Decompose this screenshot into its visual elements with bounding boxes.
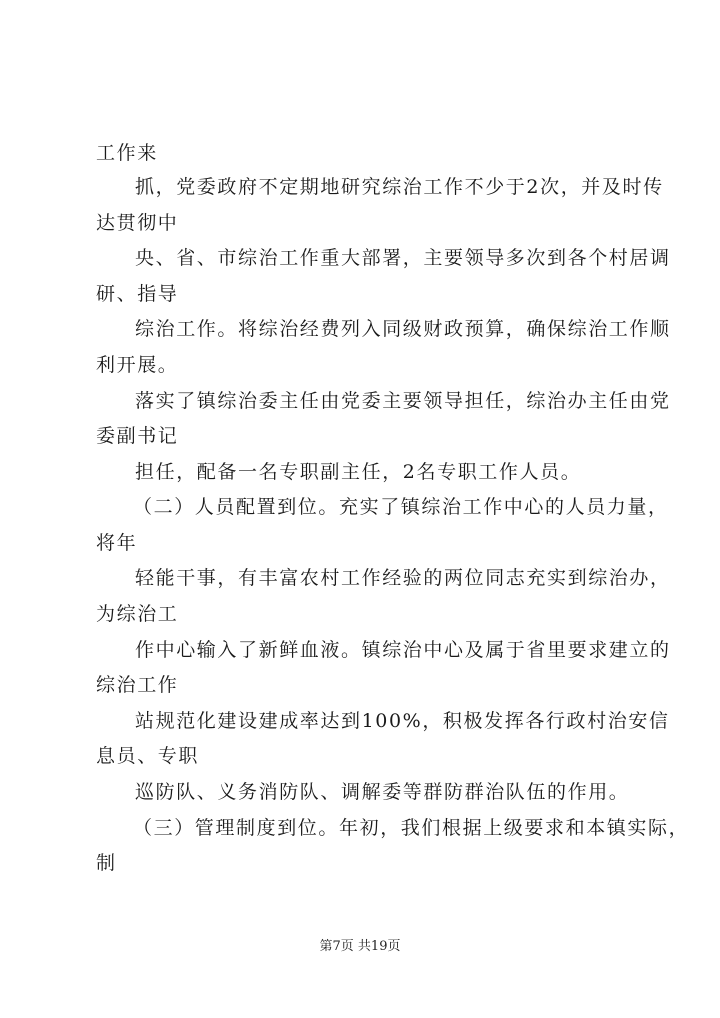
text-line: 抓，党委政府不定期地研究综治工作不少于2次，并及时传 (135, 176, 664, 198)
text-line: 委副书记 (96, 425, 179, 447)
text-line: 达贯彻中 (96, 212, 179, 234)
text-line: 落实了镇综治委主任由党委主要领导担任，综治办主任由党 (135, 390, 671, 412)
text-line: 综治工作。将综治经费列入同级财政预算，确保综治工作顺 (135, 318, 671, 340)
text-line: 利开展。 (96, 354, 179, 376)
page-number-footer: 第7页 共19页 (319, 939, 401, 954)
text-line: 息员、专职 (96, 745, 200, 767)
text-line: 制 (96, 852, 117, 874)
text-line: 站规范化建设建成率达到100%，积极发挥各行政村治安信 (135, 710, 670, 732)
text-line: 央、省、市综治工作重大部署，主要领导多次到各个村居调 (135, 247, 671, 269)
text-line: 为综治工 (96, 603, 179, 625)
text-line: 担任，配备一名专职副主任，2名专职工作人员。 (135, 461, 582, 483)
text-line: （三）管理制度到位。年初，我们根据上级要求和本镇实际， (133, 817, 690, 839)
text-line: 巡防队、义务消防队、调解委等群防群治队伍的作用。 (135, 781, 630, 803)
text-line: 作中心输入了新鲜血液。镇综治中心及属于省里要求建立的 (135, 639, 671, 661)
text-line: 将年 (96, 532, 138, 554)
text-line: 综治工作 (96, 674, 179, 696)
text-line: （二）人员配置到位。充实了镇综治工作中心的人员力量， (133, 496, 669, 518)
text-line: 轻能干事，有丰富农村工作经验的两位同志充实到综治办， (135, 567, 671, 589)
text-line: 研、指导 (96, 283, 179, 305)
text-line: 工作来 (96, 142, 158, 164)
